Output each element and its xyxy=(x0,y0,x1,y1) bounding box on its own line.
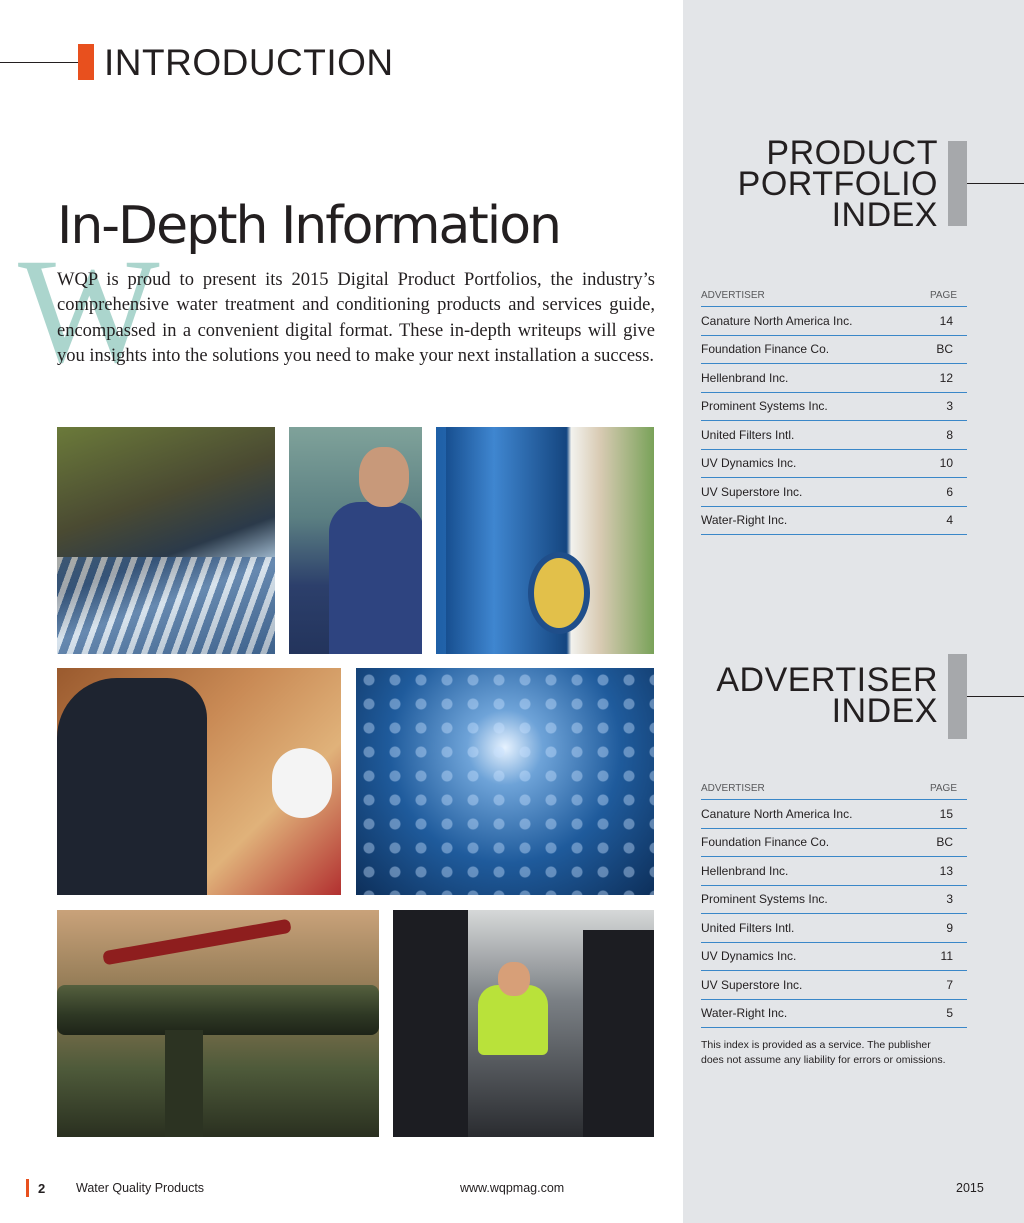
title-line: ADVERTISER xyxy=(716,661,938,699)
photo-tank-right xyxy=(583,930,654,1137)
advertiser-name: Foundation Finance Co. xyxy=(701,342,830,357)
advertiser-name: Foundation Finance Co. xyxy=(701,835,830,850)
advertiser-name: Prominent Systems Inc. xyxy=(701,892,828,907)
advertiser-name: UV Dynamics Inc. xyxy=(701,949,797,964)
photo-pipe xyxy=(57,985,379,1035)
product-portfolio-index-table xyxy=(701,285,967,535)
table-row xyxy=(701,885,967,914)
product-portfolio-index-title xyxy=(737,134,938,234)
advertiser-name: United Filters Intl. xyxy=(701,427,795,442)
photo-blue-tank xyxy=(436,427,654,654)
index-accent-bar xyxy=(948,141,967,226)
page-ref: 11 xyxy=(940,949,953,964)
table-row xyxy=(701,828,967,857)
advertiser-name: UV Superstore Inc. xyxy=(701,484,803,499)
photo-person-body xyxy=(329,502,422,654)
table-row xyxy=(701,363,967,392)
footer-accent-mark xyxy=(26,1179,29,1197)
page-ref: 6 xyxy=(946,484,953,499)
advertiser-name: UV Superstore Inc. xyxy=(701,977,803,992)
drop-cap: W xyxy=(18,228,160,394)
footer-year: 2015 xyxy=(956,1181,984,1195)
page-ref: 5 xyxy=(946,1006,953,1021)
page-ref: 3 xyxy=(946,892,953,907)
page-ref: 9 xyxy=(946,920,953,935)
footer-page-number: 2 xyxy=(38,1181,46,1196)
table-row xyxy=(701,799,967,828)
photo-water-bubbles xyxy=(356,668,654,895)
column-header-page: PAGE xyxy=(929,290,957,301)
index-rule xyxy=(967,183,1024,184)
advertiser-name: Water-Right Inc. xyxy=(701,1006,788,1021)
page-ref: 3 xyxy=(946,399,953,414)
table-row xyxy=(701,913,967,942)
page-ref: 12 xyxy=(939,370,953,385)
photo-pipe-drop xyxy=(165,1030,203,1137)
article-intro: WQP is proud to present its 2015 Digital Product Portfolios, the industry’s comprehensive water treatment and conditioning products and services guide, encompassed in a convenient digital format. These in-depth writeups will give you insights into the solutions you need to make your next installation a success. xyxy=(57,270,655,366)
advertiser-name: Hellenbrand Inc. xyxy=(701,370,789,385)
article-headline: In-Depth Information xyxy=(57,196,560,256)
table-row xyxy=(701,449,967,478)
advertiser-name: Canature North America Inc. xyxy=(701,313,853,328)
table-row xyxy=(701,970,967,999)
table-row xyxy=(701,506,967,535)
photo-gauge xyxy=(528,552,590,634)
title-line: INDEX xyxy=(831,196,938,234)
photo-water-stream xyxy=(57,557,275,654)
column-header-page: PAGE xyxy=(929,783,957,794)
page-ref: 13 xyxy=(939,863,953,878)
advertiser-index-title xyxy=(716,661,938,730)
table-bottom-rule xyxy=(701,534,967,535)
photo-installer xyxy=(57,678,207,895)
table-row xyxy=(701,999,967,1028)
photo-waterfall xyxy=(57,427,275,654)
photo-technician-tablet xyxy=(289,427,422,654)
title-line: PORTFOLIO xyxy=(737,165,938,203)
photo-installer-ro-system xyxy=(57,668,341,895)
photo-tank-left xyxy=(393,910,468,1137)
section-title: INTRODUCTION xyxy=(104,42,394,83)
index-accent-bar xyxy=(948,654,967,739)
page-ref: 8 xyxy=(946,427,953,442)
advertiser-index-table xyxy=(701,778,967,1028)
page-ref: BC xyxy=(936,835,953,850)
page-ref: 4 xyxy=(946,513,953,528)
photo-valve-handle xyxy=(102,919,292,966)
table-row xyxy=(701,306,967,335)
table-header xyxy=(701,778,967,799)
section-accent-block xyxy=(78,44,94,80)
page-ref: BC xyxy=(936,342,953,357)
page-ref: 10 xyxy=(939,456,953,471)
photo-bubbles xyxy=(356,668,654,895)
table-row xyxy=(701,335,967,364)
advertiser-name: Prominent Systems Inc. xyxy=(701,399,828,414)
section-rule xyxy=(0,62,78,63)
table-bottom-rule xyxy=(701,1027,967,1028)
title-line: PRODUCT xyxy=(766,134,938,172)
table-row xyxy=(701,477,967,506)
index-rule xyxy=(967,696,1024,697)
footer-publication: Water Quality Products xyxy=(76,1181,205,1195)
page-ref: 15 xyxy=(939,806,953,821)
table-row xyxy=(701,392,967,421)
column-header-advertiser: ADVERTISER xyxy=(701,783,765,794)
table-header xyxy=(701,285,967,306)
advertiser-name: United Filters Intl. xyxy=(701,920,795,935)
advertiser-name: UV Dynamics Inc. xyxy=(701,456,797,471)
advertiser-name: Canature North America Inc. xyxy=(701,806,853,821)
photo-filter-tank xyxy=(272,748,332,818)
advertiser-name: Hellenbrand Inc. xyxy=(701,863,789,878)
photo-person-head xyxy=(359,447,409,507)
table-row xyxy=(701,942,967,971)
photo-worker-tanks xyxy=(393,910,654,1137)
page-ref: 14 xyxy=(939,313,953,328)
table-row xyxy=(701,420,967,449)
page-ref: 7 xyxy=(946,977,953,992)
column-header-advertiser: ADVERTISER xyxy=(701,290,765,301)
footer-url[interactable]: www.wqpmag.com xyxy=(460,1181,565,1195)
advertiser-name: Water-Right Inc. xyxy=(701,513,788,528)
table-row xyxy=(701,856,967,885)
index-disclaimer: This index is provided as a service. The publisher does not assume any liability for errors or omissions. xyxy=(701,1039,946,1066)
photo-worker-face xyxy=(498,962,530,996)
title-line: INDEX xyxy=(831,692,938,730)
photo-pipe-valve xyxy=(57,910,379,1137)
